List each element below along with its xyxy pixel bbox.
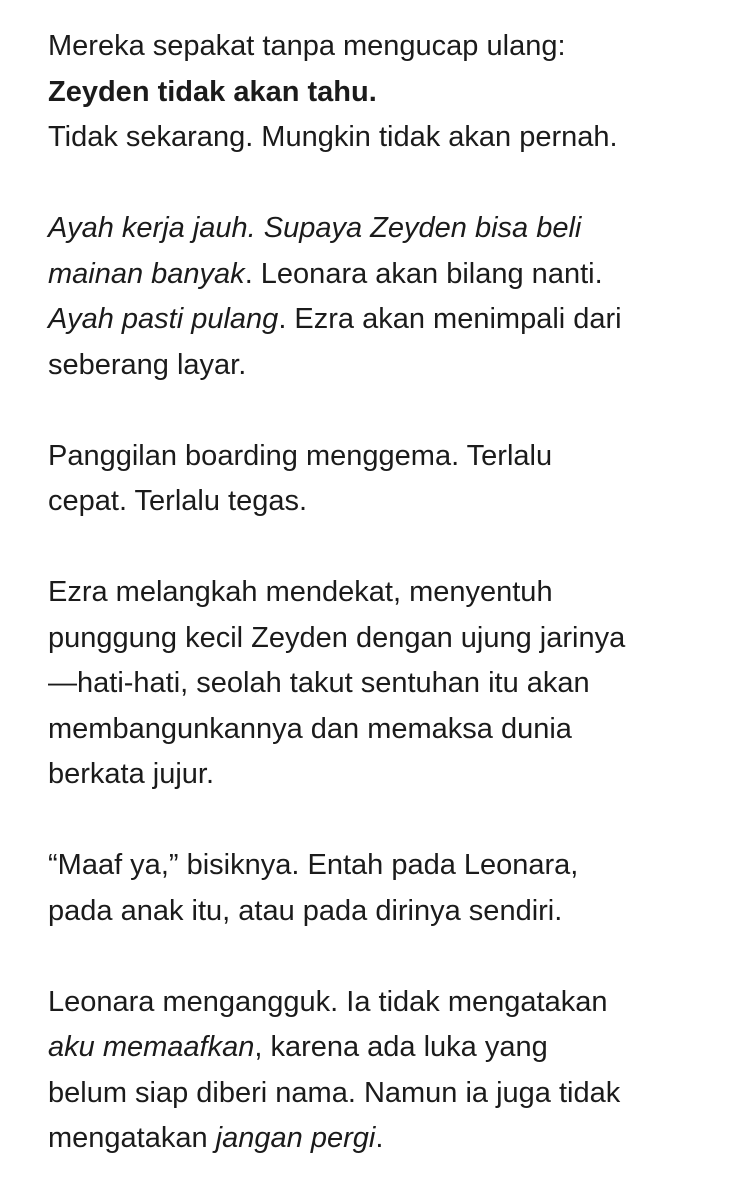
text-run: Mereka sepakat tanpa mengucap ulang: [48,30,566,62]
text-run: punggung kecil Zeyden dengan ujung jarinya [48,621,626,654]
story-paragraph [48,980,706,1162]
story-line [48,752,706,798]
story-line [48,115,706,161]
story-line [48,343,706,389]
italic-text: jangan pergi [215,1122,376,1154]
bold-text: Zeyden tidak akan tahu. [48,75,377,108]
text-run: Ezra melangkah mendekat, menyentuh [48,576,553,608]
story-line [48,70,706,116]
story-line [48,297,706,343]
text-run: “Maaf ya,” bisiknya. Entah pada Leonara, [48,849,579,881]
italic-text: mainan banyak [48,257,245,290]
story-line [48,980,706,1026]
story-line [48,616,706,662]
text-run: cepat. Terlalu tegas. [48,485,308,517]
text-run: berkata jujur. [48,758,215,790]
story-line [48,889,706,935]
story-paragraph [48,24,706,161]
text-run: Panggilan boarding menggema. Terlalu [48,439,553,472]
story-line [48,1025,706,1071]
story-line [48,570,706,616]
text-run: Leonara mengangguk. Ia tidak mengatakan [48,985,608,1018]
text-run: seberang layar. [48,348,247,381]
story-line [48,1116,706,1162]
story-line [48,434,706,480]
story-line [48,843,706,889]
text-run: pada anak itu, atau pada dirinya sendiri. [48,894,563,927]
story-line [48,661,706,707]
story-paragraph [48,843,706,934]
story-line [48,252,706,298]
story-line [48,707,706,753]
text-run: membangunkannya dan memaksa dunia [48,712,572,745]
text-run: belum siap diberi nama. Namun ia juga tidak [48,1076,621,1109]
italic-text: Ayah kerja jauh. Supaya Zeyden bisa beli [48,212,582,244]
text-run: —hati-hati, seolah takut sentuhan itu akan [48,667,590,699]
text-run: mengatakan [48,1122,216,1154]
story-line [48,206,706,252]
text-run: . Leonara akan bilang nanti. [244,257,603,290]
italic-text: Ayah pasti pulang [48,303,279,335]
text-run: . [375,1122,384,1154]
story-line [48,479,706,525]
text-run: . Ezra akan menimpali dari [278,303,622,335]
italic-text: aku memaafkan [48,1031,255,1063]
story-paragraph [48,434,706,525]
story-line [48,24,706,70]
story-paragraph [48,570,706,798]
text-run: Tidak sekarang. Mungkin tidak akan pernah. [48,121,618,153]
story-paragraph [48,206,706,388]
story-line [48,1071,706,1117]
text-run: , karena ada luka yang [254,1031,548,1063]
